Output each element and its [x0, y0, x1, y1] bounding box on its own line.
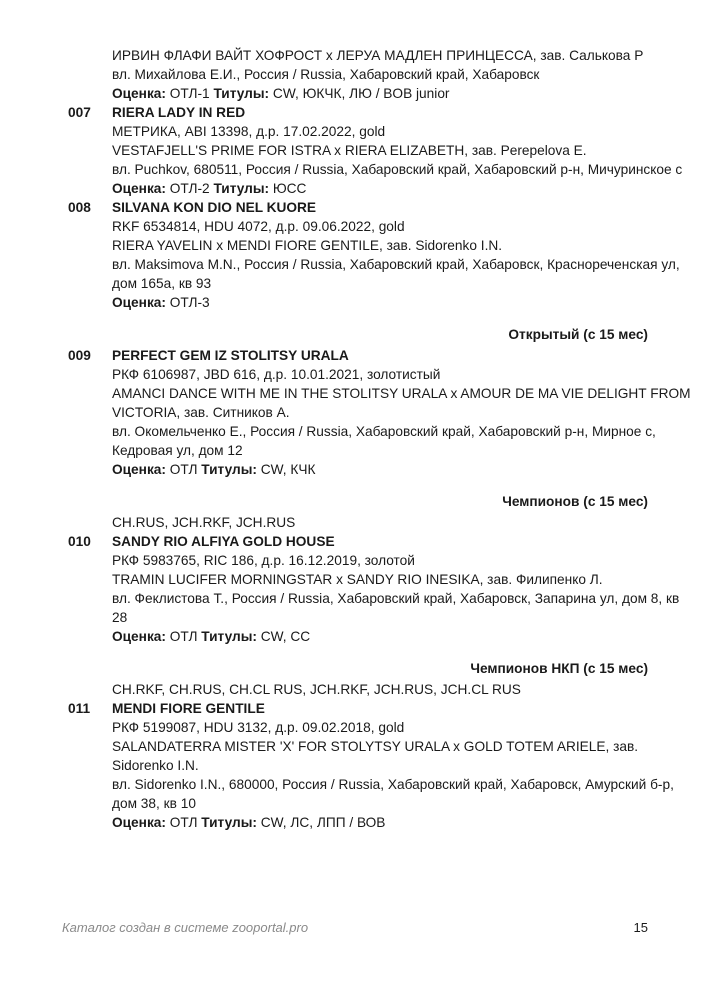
entry-detail-line: вл. Окомельченко Е., Россия / Russia, Хабаровский край, Хабаровский р-н, Мирное с,: [112, 424, 656, 439]
entry-detail-line: VESTAFJELL'S PRIME FOR ISTRA x RIERA ELIZABETH, зав. Perepelova E.: [112, 143, 587, 158]
catalog-row: [68, 274, 648, 293]
catalog-entry: [68, 103, 683, 198]
catalog-entry: [68, 46, 648, 103]
catalog-row: [68, 513, 648, 532]
entry-detail-line: РКФ 6106987, JBD 616, д.р. 10.01.2021, золотистый: [112, 367, 441, 382]
entry-name: SANDY RIO ALFIYA GOLD HOUSE: [112, 534, 335, 549]
entry-number-cell: [68, 274, 112, 293]
entry-score-line: [112, 460, 648, 479]
catalog-row: [68, 794, 648, 813]
catalog-row: [68, 384, 691, 403]
entry-detail-line: вл. Sidorenko I.N., 680000, Россия / Russia, Хабаровский край, Хабаровск, Амурский б-р,: [112, 777, 674, 792]
evaluation-label: Оценка:: [112, 86, 166, 101]
entry-number-cell: [68, 422, 112, 441]
entry-detail-line: РКФ 5199087, HDU 3132, д.р. 09.02.2018, gold: [112, 720, 405, 735]
catalog-entry: [68, 680, 674, 832]
evaluation-value: ОТЛ: [165, 815, 198, 830]
titles-label: Титулы:: [209, 86, 270, 101]
catalog-content: [68, 46, 691, 832]
entry-score-line: [112, 179, 648, 198]
entry-detail-line: SALANDATERRA MISTER 'X' FOR STOLYTSY URALA x GOLD TOTEM ARIELE, зав.: [112, 739, 639, 754]
titles-label: Титулы:: [197, 815, 257, 830]
entry-detail-line: Sidorenko I.N.: [112, 758, 199, 773]
evaluation-label: Оценка:: [112, 629, 166, 644]
entry-detail-line: вл. Maksimova M.N., Россия / Russia, Хабаровский край, Хабаровск, Краснореченская ул,: [112, 257, 680, 272]
catalog-row: [68, 756, 648, 775]
entry-score-line: [112, 84, 648, 103]
catalog-row: [68, 46, 648, 65]
catalog-row: [68, 293, 648, 312]
class-section-heading: Чемпионов (с 15 мес): [502, 494, 648, 509]
titles-value: CW, ЮКЧК, ЛЮ / BOB junior: [269, 86, 450, 101]
catalog-row: [68, 236, 648, 255]
entry-number-cell: [68, 570, 112, 589]
entry-detail-line: вл. Михайлова Е.И., Россия / Russia, Хабаровский край, Хабаровск: [112, 67, 540, 82]
catalog-row: [68, 718, 648, 737]
catalog-entry: [68, 198, 680, 312]
catalog-row: [68, 737, 648, 756]
entry-score-line: [112, 627, 648, 646]
titles-value: ЮСС: [269, 181, 307, 196]
entry-number-cell: [68, 84, 112, 103]
entry-number-cell: [68, 441, 112, 460]
entry-number-cell: [68, 236, 112, 255]
entry-number-cell: [68, 46, 112, 65]
catalog-row: [68, 813, 648, 832]
evaluation-value: ОТЛ-3: [165, 295, 210, 310]
entry-number-cell: [68, 65, 112, 84]
catalog-row: [68, 346, 648, 365]
catalog-row: [68, 422, 656, 441]
catalog-row: [68, 122, 648, 141]
entry-score-line: [112, 293, 648, 312]
entry-number-cell: [68, 403, 112, 422]
evaluation-value: ОТЛ-1: [165, 86, 210, 101]
entry-number-cell: [68, 365, 112, 384]
catalog-entry: [68, 513, 680, 646]
entry-detail-line: RKF 6534814, HDU 4072, д.р. 09.06.2022, gold: [112, 219, 405, 234]
evaluation-value: ОТЛ: [165, 629, 198, 644]
entry-detail-line: Кедровая ул, дом 12: [112, 443, 243, 458]
evaluation-value: ОТЛ-2: [165, 181, 210, 196]
titles-value: CW, КЧК: [256, 462, 316, 477]
catalog-row: [68, 589, 680, 608]
entry-number-cell: [68, 293, 112, 312]
entry-detail-line: РКФ 5983765, RIC 186, д.р. 16.12.2019, золотой: [112, 553, 415, 568]
entry-number-cell: [68, 160, 112, 179]
entry-number-cell: [68, 627, 112, 646]
titles-label: Титулы:: [197, 462, 257, 477]
entry-detail-line: TRAMIN LUCIFER MORNINGSTAR x SANDY RIO INESIKA, зав. Филипенко Л.: [112, 572, 603, 587]
entry-score-line: [112, 813, 648, 832]
entry-name: MENDI FIORE GENTILE: [112, 701, 265, 716]
entry-number-cell: [68, 756, 112, 775]
entry-number-cell: [68, 513, 112, 532]
catalog-row: [68, 627, 648, 646]
entry-number-cell: [68, 384, 112, 403]
entry-number: 009: [68, 348, 91, 363]
catalog-row: [68, 217, 648, 236]
catalog-row: [68, 460, 648, 479]
catalog-row: [68, 570, 648, 589]
entry-number-cell: [68, 775, 112, 794]
entry-number-cell: [68, 794, 112, 813]
entry-name: SILVANA KON DIO NEL KUORE: [112, 200, 317, 215]
entry-detail-line: AMANCI DANCE WITH ME IN THE STOLITSY URALA x AMOUR DE MA VIE DELIGHT FROM: [112, 386, 691, 401]
entry-number: 007: [68, 105, 91, 120]
entry-detail-line: VICTORIA, зав. Ситников А.: [112, 405, 290, 420]
entry-number-cell: [68, 217, 112, 236]
catalog-row: [68, 680, 648, 699]
footer-credit: Каталог создан в системе zooportal.pro: [62, 920, 309, 935]
entry-number-cell: [68, 589, 112, 608]
evaluation-value: ОТЛ: [165, 462, 198, 477]
catalog-row: [68, 365, 648, 384]
entry-number: 010: [68, 534, 91, 549]
catalog-row: [68, 551, 648, 570]
titles-label: Титулы:: [197, 629, 257, 644]
catalog-row: [68, 608, 648, 627]
entry-champion-titles: CH.RKF, CH.RUS, CH.CL RUS, JCH.RKF, JCH.RUS, JCH.CL RUS: [112, 682, 521, 697]
entry-champion-titles: CH.RUS, JCH.RKF, JCH.RUS: [112, 515, 296, 530]
entry-detail-line: RIERA YAVELIN x MENDI FIORE GENTILE, зав. Sidorenko I.N.: [112, 238, 503, 253]
catalog-row: [68, 65, 648, 84]
entry-number-cell: [68, 680, 112, 699]
catalog-row: [68, 255, 680, 274]
entry-detail-line: вл. Феклистова Т., Россия / Russia, Хабаровский край, Хабаровск, Запарина ул, дом 8, кв: [112, 591, 680, 606]
entry-number-cell: [68, 141, 112, 160]
entry-number-cell: [68, 179, 112, 198]
entry-detail-line: вл. Puchkov, 680511, Россия / Russia, Хабаровский край, Хабаровский р-н, Мичуринское с: [112, 162, 683, 177]
entry-number-cell: [68, 737, 112, 756]
entry-number: 011: [68, 701, 91, 716]
entry-number-cell: [68, 718, 112, 737]
catalog-row: [68, 699, 648, 718]
entry-detail-line: 28: [112, 610, 128, 625]
catalog-row: [68, 532, 648, 551]
titles-label: Титулы:: [209, 181, 270, 196]
catalog-entry: [68, 346, 691, 479]
evaluation-label: Оценка:: [112, 181, 166, 196]
evaluation-label: Оценка:: [112, 295, 166, 310]
catalog-row: [68, 84, 648, 103]
class-section-heading: Открытый (с 15 мес): [508, 327, 648, 342]
catalog-row: [68, 775, 674, 794]
entry-number-cell: [68, 122, 112, 141]
catalog-row: [68, 179, 648, 198]
entry-number-cell: [68, 551, 112, 570]
class-section-heading: Чемпионов НКП (с 15 мес): [470, 661, 648, 676]
entry-number-cell: [68, 255, 112, 274]
entry-number-cell: [68, 608, 112, 627]
catalog-row: [68, 441, 648, 460]
evaluation-label: Оценка:: [112, 462, 166, 477]
page-number: 15: [633, 920, 648, 935]
entry-detail-line: МЕТРИКА, ABI 13398, д.р. 17.02.2022, gold: [112, 124, 386, 139]
entry-number-cell: [68, 460, 112, 479]
entry-number-cell: [68, 813, 112, 832]
entry-detail-line: дом 165а, кв 93: [112, 276, 212, 291]
entry-detail-line: ИРВИН ФЛАФИ ВАЙТ ХОФРОСТ х ЛЕРУА МАДЛЕН ПРИНЦЕССА, зав. Салькова Р: [112, 48, 644, 63]
entry-number: 008: [68, 200, 91, 215]
catalog-row: [68, 198, 648, 217]
evaluation-label: Оценка:: [112, 815, 166, 830]
catalog-row: [68, 160, 683, 179]
catalog-row: [68, 103, 648, 122]
entry-detail-line: дом 38, кв 10: [112, 796, 196, 811]
titles-value: CW, СС: [256, 629, 311, 644]
entry-name: RIERA LADY IN RED: [112, 105, 246, 120]
entry-name: PERFECT GEM IZ STOLITSY URALA: [112, 348, 349, 363]
catalog-row: [68, 141, 648, 160]
titles-value: CW, ЛС, ЛПП / ВОВ: [256, 815, 386, 830]
catalog-row: [68, 403, 648, 422]
